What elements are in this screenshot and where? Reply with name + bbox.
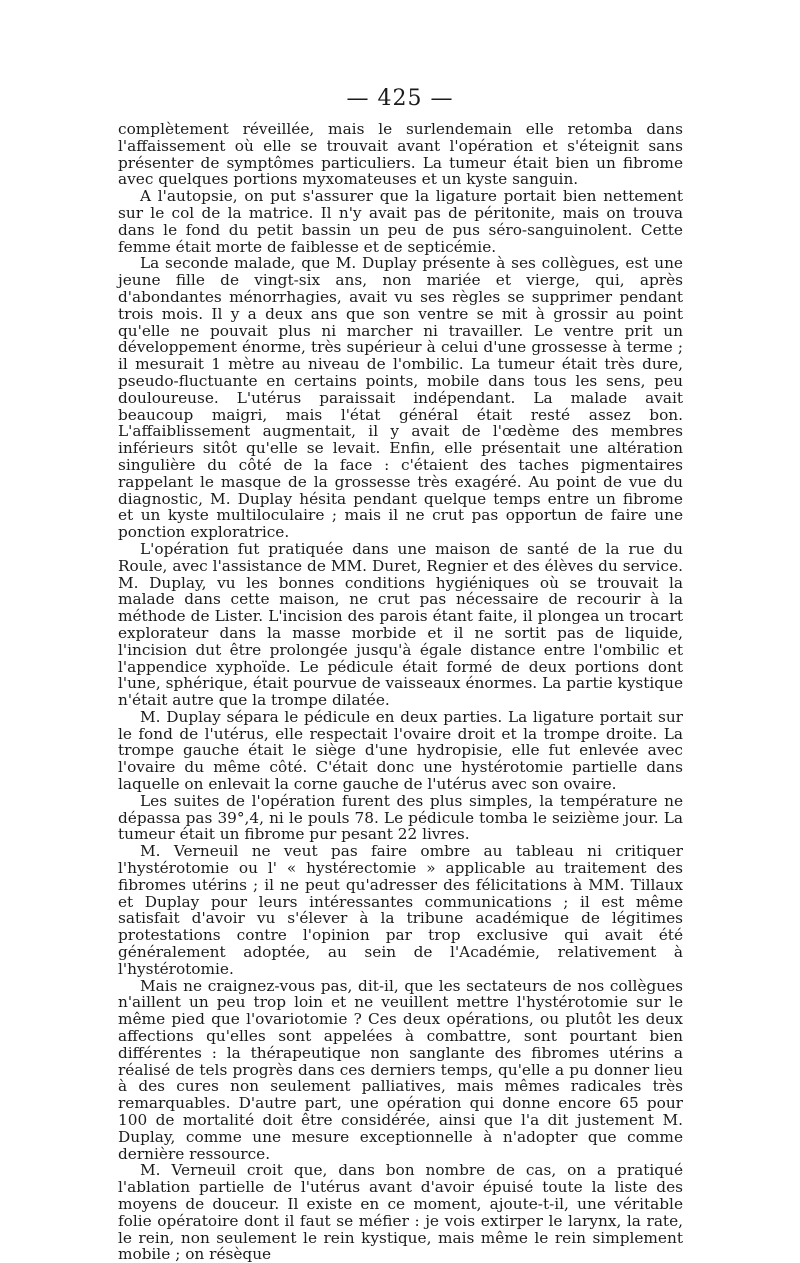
body-text [118, 121, 683, 1263]
paragraph-1: complètement réveillée, mais le surlendemain elle retomba dans l'affaissement où elle se trouvait avant l'opération et s'éteignit sans présenter de symptômes particuliers. La tumeur était bien un fibrome avec quelques portions myxomateuses et un kyste sanguin. [118, 120, 683, 189]
page-number: — 425 — [346, 86, 454, 111]
paragraph-7: M. Verneuil ne veut pas faire ombre au tableau ni critiquer l'hystérotomie ou l' « hystérectomie » applicable au traitement des fibromes utérins ; il ne peut qu'adresser des félicitations à MM. Tillaux et Duplay pour leurs intéressantes communications ; il est même satisfait d'avoir vu s'élever à la tribune académique de légitimes protestations contre l'opinion par trop exclusive qui avait été généralement adoptée, au sein de l'Académie, relativement à l'hystérotomie. [118, 842, 683, 978]
paragraph-8: Mais ne craignez-vous pas, dit-il, que les sectateurs de nos collègues n'aillent un peu trop loin et ne veuillent mettre l'hystérotomie sur le même pied que l'ovariotomie ? Ces deux opérations, ou plutôt les deux affections qu'elles sont appelées à combattre, sont pourtant bien différentes : la thérapeutique non sanglante des fibromes utérins a réalisé de tels progrès dans ces derniers temps, qu'elle a pu donner lieu à des cures non seulement palliatives, mais mêmes radicales très remarquables. D'autre part, une opération qui donne encore 65 pour 100 de mortalité doit être considérée, ainsi que l'a dit justement M. Duplay, comme une mesure exceptionnelle à n'adopter que comme dernière ressource. [118, 976, 683, 1163]
paragraph-6: Les suites de l'opération furent des plus simples, la température ne dépassa pas 39°,4, ni le pouls 78. Le pédicule tomba le seizième jour. La tumeur était un fibrome pur pesant 22 livres. [118, 791, 683, 844]
paragraph-9: M. Verneuil croit que, dans bon nombre de cas, on a pratiqué l'ablation partielle de l'utérus avant d'avoir épuisé toute la liste des moyens de douceur. Il existe en ce moment, ajoute-t-il, une véritable folie opératoire dont il faut se méfier : je vois extirper le larynx, la rate, le rein, non seulement le rein kystique, mais même le rein simplement mobile ; on résèque [118, 1161, 683, 1263]
paragraph-5: M. Duplay sépara le pédicule en deux parties. La ligature portait sur le fond de l'utérus, elle respectait l'ovaire droit et la trompe droite. La trompe gauche était le siège d'une hydropisie, elle fut enlevée avec l'ovaire du même côté. C'était donc une hystérotomie partielle dans laquelle on enlevait la corne gauche de l'utérus avec son ovaire. [118, 707, 683, 794]
paragraph-4: L'opération fut pratiquée dans une maison de santé de la rue du Roule, avec l'assistance de MM. Duret, Regnier et des élèves du service. M. Duplay, vu les bonnes conditions hygiéniques où se trouvait la malade dans cette maison, ne crut pas nécessaire de recourir à la méthode de Lister. L'incision des parois étant faite, il plongea un trocart explorateur dans la masse morbide et il ne sortit pas de liquide, l'incision dut être prolongée jusqu'à égale distance entre l'ombilic et l'appendice xyphoïde. Le pédicule était formé de deux portions dont l'une, sphérique, était pourvue de vaisseaux énormes. La partie kystique n'était autre que la trompe dilatée. [118, 539, 683, 710]
paragraph-3: La seconde malade, que M. Duplay présente à ses collègues, est une jeune fille de vingt-six ans, non mariée et vierge, qui, après d'abondantes ménorrhagies, avait vu ses règles se supprimer pendant trois mois. Il y a deux ans que son ventre se mit à grossir au point qu'elle ne pouvait plus ni marcher ni travailler. Le ventre prit un développement énorme, très supérieur à celui d'une grossesse à terme ; il mesurait 1 mètre au niveau de l'ombilic. La tumeur était très dure, pseudo-fluctuante en certains points, mobile dans tous les sens, peu douloureuse. L'utérus paraissait indépendant. La malade avait beaucoup maigri, mais l'état général était resté assez bon. L'affaiblissement augmentait, il y avait de l'œdème des membres inférieurs sitôt qu'elle se levait. Enfin, elle présentait une altération singulière du côté de la face : c'étaient des taches pigmentaires rappelant le masque de la grossesse très exagéré. Au point de vue du diagnostic, M. Duplay hésita pendant quelque temps entre un fibrome et un kyste multiloculaire ; mais il ne crut pas opportun de faire une ponction exploratrice. [118, 254, 683, 542]
paragraph-2: A l'autopsie, on put s'assurer que la ligature portait bien nettement sur le col de la matrice. Il n'y avait pas de péritonite, mais on trouva dans le fond du petit bassin un peu de pus séro-sanguinolent. Cette femme était morte de faiblesse et de septicémie. [118, 187, 683, 256]
